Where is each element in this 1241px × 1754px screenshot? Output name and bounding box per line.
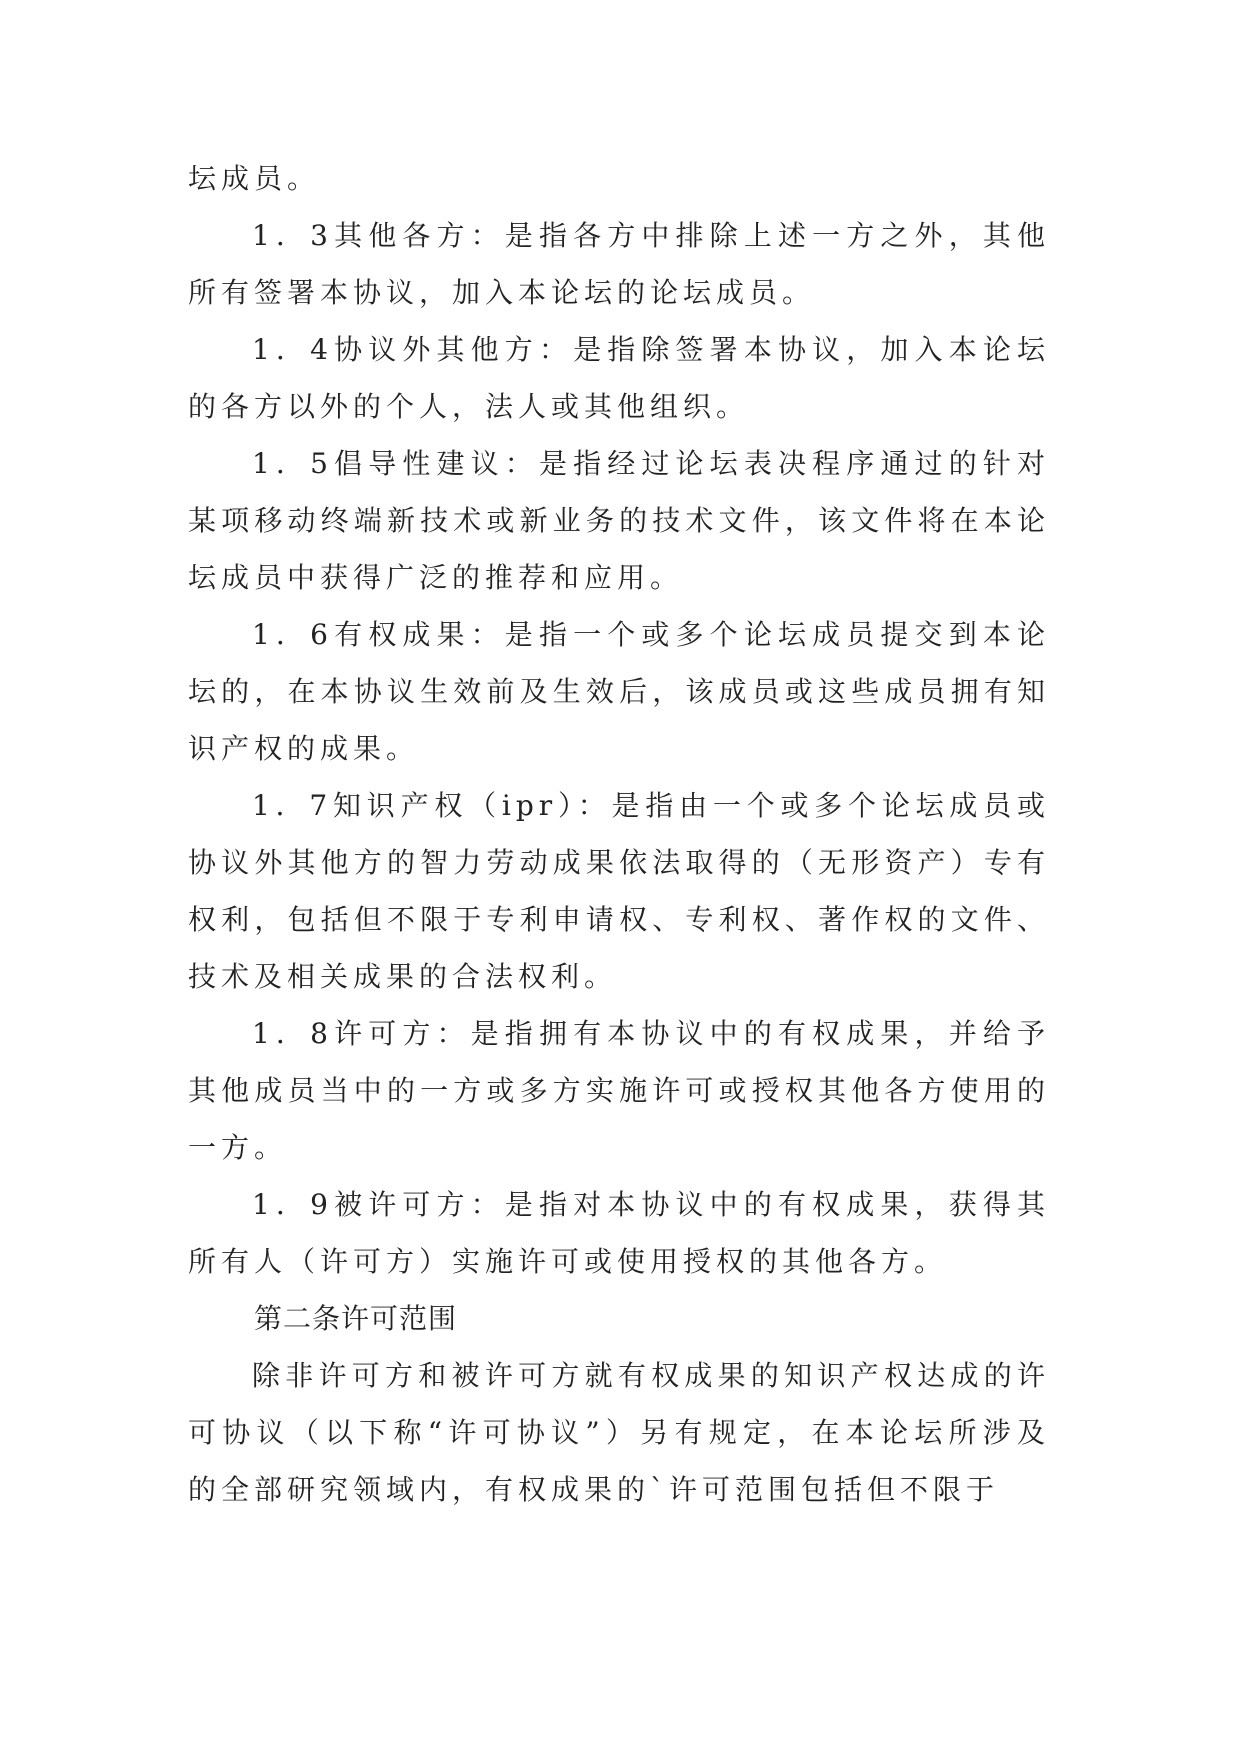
paragraph-forum-members-continued: 坛成员。: [188, 162, 321, 195]
paragraph-1-9-licensee: 1．9被许可方：是指对本协议中的有权成果，获得其所有人（许可方）实施许可或使用授权的其他各方。: [188, 1188, 1050, 1278]
paragraph-1-8-licensor: 1．8许可方：是指拥有本协议中的有权成果，并给予其他成员当中的一方或多方实施许可或授权其他各方使用的一方。: [188, 1017, 1050, 1164]
paragraph-1-4-external-parties: 1．4协议外其他方：是指除签署本协议，加入本论坛的各方以外的个人，法人或其他组织。: [188, 333, 1050, 423]
document-body: [188, 150, 1050, 1518]
paragraph-1-6-entitled-results: 1．6有权成果：是指一个或多个论坛成员提交到本论坛的，在本协议生效前及生效后，该成员或这些成员拥有知识产权的成果。: [188, 618, 1050, 765]
section-heading-license-scope: 第二条许可范围: [254, 1302, 458, 1335]
paragraph-license-scope: 除非许可方和被许可方就有权成果的知识产权达成的许可协议（以下称“许可协议”）另有规定，在本论坛所涉及的全部研究领域内，有权成果的`许可范围包括但不限于: [188, 1359, 1050, 1506]
paragraph-1-5-recommendation: 1．5倡导性建议：是指经过论坛表决程序通过的针对某项移动终端新技术或新业务的技术文件，该文件将在本论坛成员中获得广泛的推荐和应用。: [188, 447, 1050, 594]
paragraph-1-7-ipr: 1．7知识产权（ipr）：是指由一个或多个论坛成员或协议外其他方的智力劳动成果依法取得的（无形资产）专有权利，包括但不限于专利申请权、专利权、著作权的文件、技术及相关成果的合法权利。: [188, 789, 1050, 993]
paragraph-1-3-other-parties: 1．3其他各方：是指各方中排除上述一方之外，其他所有签署本协议，加入本论坛的论坛成员。: [188, 219, 1050, 309]
